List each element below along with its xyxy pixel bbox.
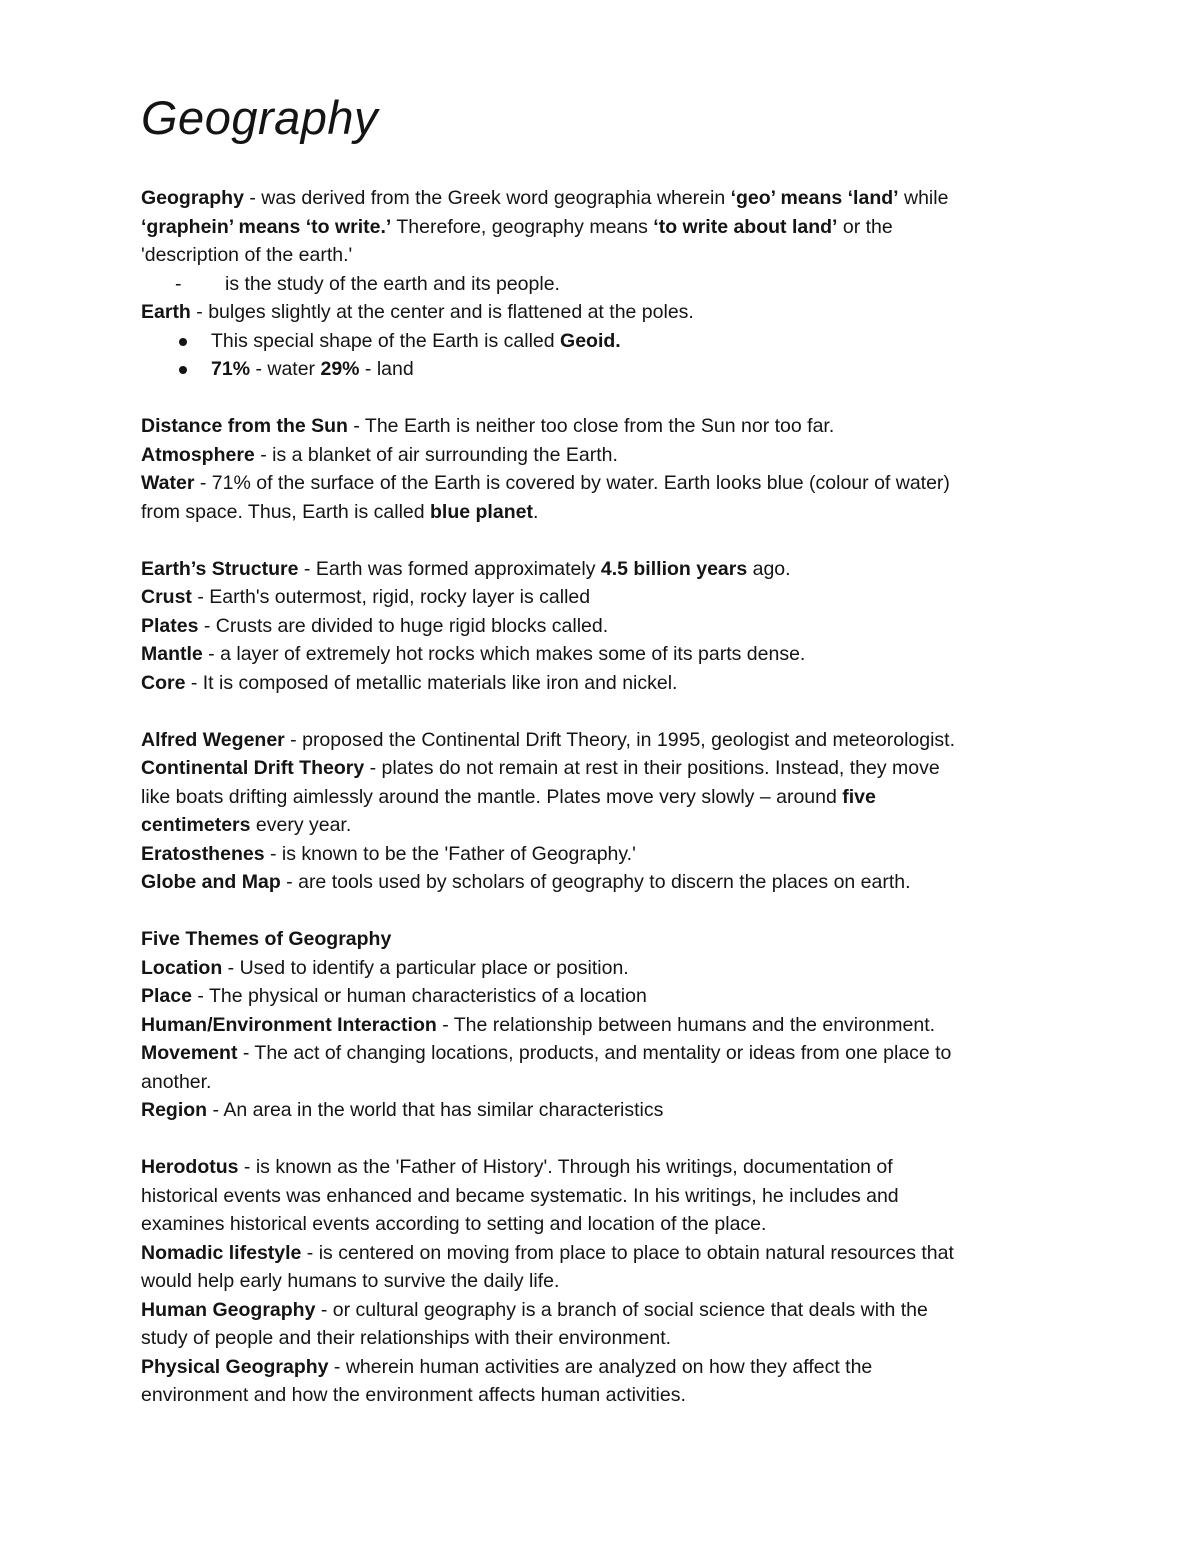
water-definition-line-2: from space. Thus, Earth is called blue planet. [141, 500, 539, 523]
globe-and-map: Globe and Map - are tools used by scholars of geography to discern the places on earth. [141, 871, 911, 893]
themes-heading: Five Themes of Geography [141, 928, 392, 950]
nomadic-lifestyle-line-2: would help early humans to survive the daily life. [141, 1270, 560, 1292]
bullet-item-water-land: 71% - water 29% - land [141, 355, 1061, 384]
paragraph-gap [141, 697, 1061, 726]
bullet-icon [179, 338, 187, 346]
geography-definition-line-2: ‘graphein’ means ‘to write.’ Therefore, geography means ‘to write about land’ or the [141, 215, 893, 238]
continental-drift-line-2: like boats drifting aimlessly around the mantle. Plates move very slowly – around five [141, 785, 876, 808]
theme-location: Location - Used to identify a particular place or position. [141, 956, 629, 979]
geography-definition-line-3: 'description of the earth.' [141, 244, 353, 266]
earth-structure: Earth’s Structure - Earth was formed approximately 4.5 billion years ago. [141, 557, 791, 580]
bullet-icon [179, 366, 187, 374]
theme-region: Region - An area in the world that has similar characteristics [141, 1099, 664, 1121]
physical-geography-line-1: Physical Geography - wherein human activities are analyzed on how they affect the [141, 1355, 873, 1378]
herodotus-line-1: Herodotus - is known as the 'Father of History'. Through his writings, documentation of [141, 1156, 893, 1178]
geography-definition-line-1: Geography - was derived from the Greek word geographia wherein ‘geo’ means ‘land’ while [141, 187, 949, 209]
atmosphere-definition: Atmosphere - is a blanket of air surrounding the Earth. [141, 443, 618, 466]
eratosthenes: Eratosthenes - is known to be the 'Father of Geography.' [141, 842, 636, 865]
plates-definition: Plates - Crusts are divided to huge rigid blocks called. [141, 614, 609, 637]
term-geography: Geography [141, 187, 244, 209]
page-title: Geography [141, 91, 379, 144]
distance-from-sun: Distance from the Sun - The Earth is neither too close from the Sun nor too far. [141, 415, 835, 437]
paragraph-gap [141, 384, 1061, 413]
alfred-wegener: Alfred Wegener - proposed the Continental Drift Theory, in 1995, geologist and meteorologist. [141, 728, 956, 751]
herodotus-line-2: historical events was enhanced and became systematic. In his writings, he includes and [141, 1184, 899, 1207]
theme-human-environment: Human/Environment Interaction - The relationship between humans and the environment. [141, 1013, 936, 1036]
continental-drift-line-3: centimeters every year. [141, 814, 352, 836]
paragraph-gap [141, 897, 1061, 926]
nomadic-lifestyle-line-1: Nomadic lifestyle - is centered on moving from place to place to obtain natural resources that [141, 1241, 954, 1264]
bullet-item-geoid: This special shape of the Earth is called Geoid. [141, 327, 1061, 356]
paragraph-gap [141, 1125, 1061, 1154]
document-page [141, 86, 1061, 1410]
water-definition-line-1: Water - 71% of the surface of the Earth is covered by water. Earth looks blue (colour of water) [141, 472, 950, 494]
paragraph-gap [141, 526, 1061, 555]
theme-movement-line-1: Movement - The act of changing locations, products, and mentality or ideas from one place to [141, 1042, 952, 1064]
mantle-definition: Mantle - a layer of extremely hot rocks which makes some of its parts dense. [141, 643, 806, 665]
herodotus-line-3: examines historical events according to setting and location of the place. [141, 1213, 767, 1235]
dash-marker: - [175, 272, 182, 295]
theme-movement-line-2: another. [141, 1070, 212, 1093]
core-definition: Core - It is composed of metallic materials like iron and nickel. [141, 671, 678, 694]
crust-definition: Crust - Earth's outermost, rigid, rocky layer is called [141, 586, 591, 608]
continental-drift-line-1: Continental Drift Theory - plates do not remain at rest in their positions. Instead, they move [141, 757, 940, 779]
physical-geography-line-2: environment and how the environment affects human activities. [141, 1384, 686, 1406]
theme-place: Place - The physical or human characteristics of a location [141, 985, 647, 1007]
dash-list-item: - is the study of the earth and its people. [141, 270, 1061, 299]
human-geography-line-2: study of people and their relationships with their environment. [141, 1327, 672, 1349]
term-earth: Earth [141, 301, 191, 323]
earth-definition: Earth - bulges slightly at the center and is flattened at the poles. [141, 301, 694, 323]
human-geography-line-1: Human Geography - or cultural geography is a branch of social science that deals with the [141, 1298, 928, 1321]
